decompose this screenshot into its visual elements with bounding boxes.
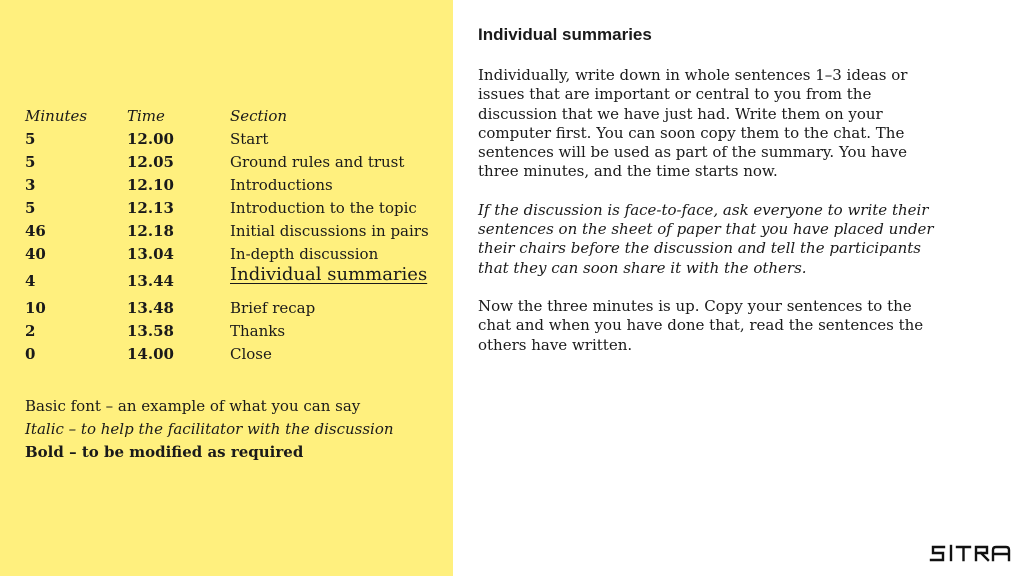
row-minutes: 0 [25,345,36,363]
row-minutes: 10 [25,299,46,317]
row-section-current: Individual summaries [230,264,428,285]
agenda-row [25,222,445,245]
row-time: 12.05 [127,153,174,171]
row-section: Ground rules and trust [230,153,405,171]
row-section: Start [230,130,269,148]
agenda-header-row [25,107,445,130]
agenda-row [25,153,445,176]
closing-paragraph: Now the three minutes is up. Copy your sentences to the chat and when you have done that, read the sentences the others have written. [478,296,924,354]
row-section: Introductions [230,176,333,194]
agenda-row-current [25,264,445,299]
row-time: 12.13 [127,199,174,217]
row-time: 13.58 [127,322,174,340]
row-section: Brief recap [230,299,316,317]
row-section: Thanks [230,322,286,340]
row-time: 13.44 [127,272,174,290]
row-minutes: 4 [25,272,36,290]
row-section: Initial discussions in pairs [230,222,429,240]
page-title: Individual summaries [478,25,652,44]
legend-basic: Basic font – an example of what you can say [25,397,361,415]
row-time: 12.00 [127,130,174,148]
row-time: 14.00 [127,345,174,363]
agenda-table [25,107,445,368]
agenda-row [25,130,445,153]
row-minutes: 40 [25,245,46,263]
row-time: 13.48 [127,299,174,317]
agenda-row [25,345,445,368]
row-time: 13.04 [127,245,174,263]
header-time: Time [127,107,165,125]
agenda-panel [0,0,453,576]
content-panel [478,24,948,374]
facilitator-note: If the discussion is face-to-face, ask everyone to write their sentences on the sheet of paper that you have placed under their chairs before the discussion and tell the participants that they can soon share it with the others. [478,200,934,277]
agenda-row [25,176,445,199]
row-section: In-depth discussion [230,245,379,263]
agenda-row [25,299,445,322]
row-minutes: 3 [25,176,36,194]
row-section: Close [230,345,272,363]
instruction-paragraph: Individually, write down in whole sentences 1–3 ideas or issues that are important or central to you from the discussion that we have just had. Write them on your computer first. You can soon copy them to the chat. The sentences will be used as part of the summary. You have three minutes, and the time starts now. [478,66,908,181]
font-legend [25,397,445,466]
legend-bold: Bold – to be modified as required [25,443,304,461]
sitra-logo [929,542,1013,564]
row-minutes: 5 [25,130,36,148]
sitra-logo-mark [929,542,1013,564]
row-minutes: 5 [25,199,36,217]
row-time: 12.10 [127,176,174,194]
row-minutes: 5 [25,153,36,171]
agenda-row [25,199,445,222]
header-minutes: Minutes [25,107,88,125]
row-time: 12.18 [127,222,174,240]
legend-italic: Italic – to help the facilitator with the discussion [25,420,394,438]
header-section: Section [230,107,288,125]
row-minutes: 2 [25,322,36,340]
agenda-row [25,322,445,345]
row-section: Introduction to the topic [230,199,417,217]
row-minutes: 46 [25,222,46,240]
